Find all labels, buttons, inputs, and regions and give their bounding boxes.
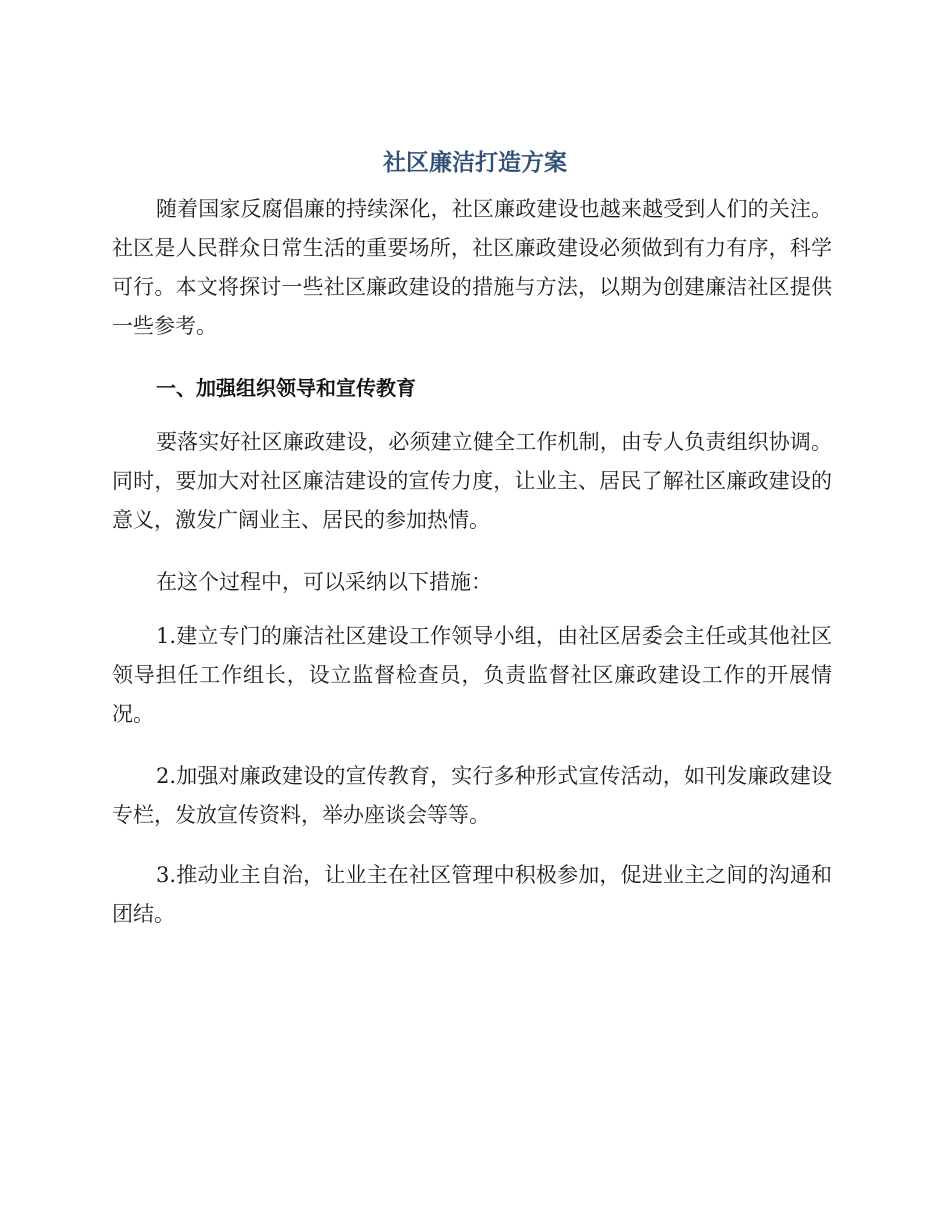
section-heading: 一、加强组织领导和宣传教育 [156,376,416,400]
intro-paragraph: 随着国家反腐倡廉的持续深化，社区廉政建设也越来越受到人们的关注。社区是人民群众日常生活的重要场所，社区廉政建设必须做到有力有序，科学可行。本文将探讨一些社区廉政建设的措施与方法，以期为创建廉洁社区提供一些参考。 [112,197,832,338]
list-item: 2.加强对廉政建设的宣传教育，实行多种形式宣传活动，如刊发廉政建设专栏，发放宣传资料，举办座谈会等等。 [112,764,832,827]
document-title: 社区廉洁打造方案 [383,150,567,176]
list-item: 1.建立专门的廉洁社区建设工作领导小组，由社区居委会主任或其他社区领导担任工作组长，设立监督检查员，负责监督社区廉政建设工作的开展情况。 [112,624,832,726]
measures-lead: 在这个过程中，可以采纳以下措施： [156,570,492,594]
list-item: 3.推动业主自治，让业主在社区管理中积极参加，促进业主之间的沟通和团结。 [112,863,832,926]
section-paragraph: 要落实好社区廉政建设，必须建立健全工作机制，由专人负责组织协调。同时，要加大对社区廉洁建设的宣传力度，让业主、居民了解社区廉政建设的意义，激发广阔业主、居民的参加热情。 [112,430,832,532]
